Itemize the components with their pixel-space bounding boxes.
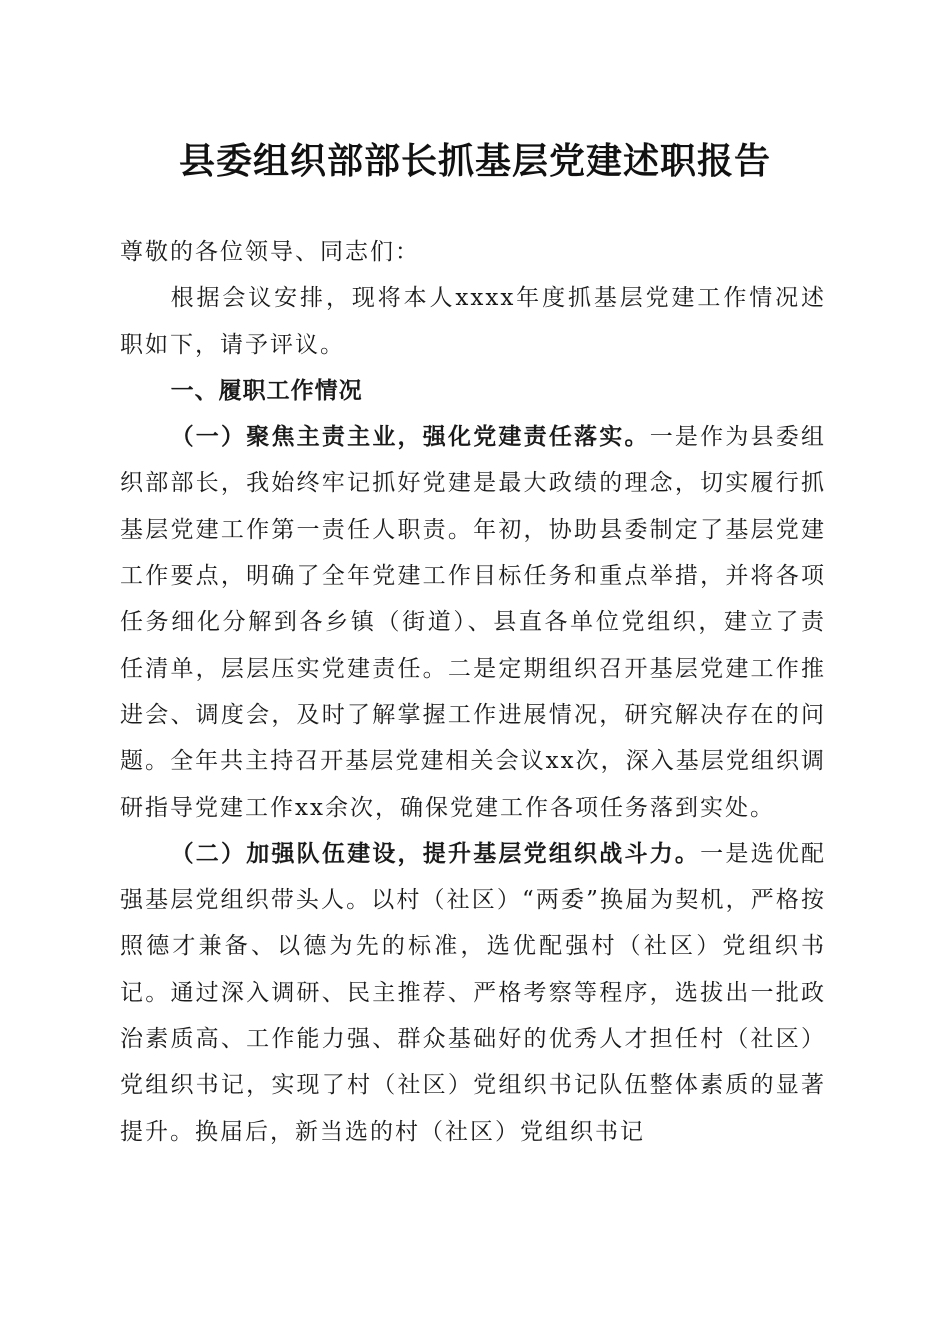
part1-text: 一是作为县委组织部部长，我始终牢记抓好党建是最大政绩的理念，切实履行抓基层党建工作第一责任人职责。年初，协助县委制定了基层党建工作要点，明确了全年党建工作目标任务和重点举措，并将各项任务细化分解到各乡镇（街道）、县直各单位党组织，建立了责任清单，层层压实党建责任。二是定期组织召开基层党建工作推进会、调度会，及时了解掌握工作进展情况，研究解决存在的问题。全年共主持召开基层党建相关会议xx次，深入基层党组织调研指导党建工作xx余次，确保党建工作各项任务落到实处。 xyxy=(120,424,827,821)
intro-paragraph: 根据会议安排，现将本人xxxx年度抓基层党建工作情况述职如下，请予评议。 xyxy=(120,285,826,358)
paragraph-part1 xyxy=(120,414,826,831)
document-title: 县委组织部部长抓基层党建述职报告 xyxy=(178,140,771,182)
salutation: 尊敬的各位领导、同志们： xyxy=(120,239,420,265)
paragraph-part2 xyxy=(120,831,826,1155)
part2-lead: （二）加强队伍建设，提升基层党组织战斗力。 xyxy=(170,839,701,867)
part1-lead: （一）聚焦主责主业，强化党建责任落实。 xyxy=(170,423,650,451)
part2-text: 一是选优配强基层党组织带头人。以村（社区）“两委”换届为契机，严格按照德才兼备、以德为先的标准，选优配强村（社区）党组织书记。通过深入调研、民主推荐、严格考察等程序，选拔出一批政治素质高、工作能力强、群众基础好的优秀人才担任村（社区）党组织书记，实现了村（社区）党组织书记队伍整体素质的显著提升。换届后，新当选的村（社区）党组织书记 xyxy=(120,840,827,1145)
document-body xyxy=(120,229,826,1155)
section-heading: 一、履职工作情况 xyxy=(170,377,363,404)
